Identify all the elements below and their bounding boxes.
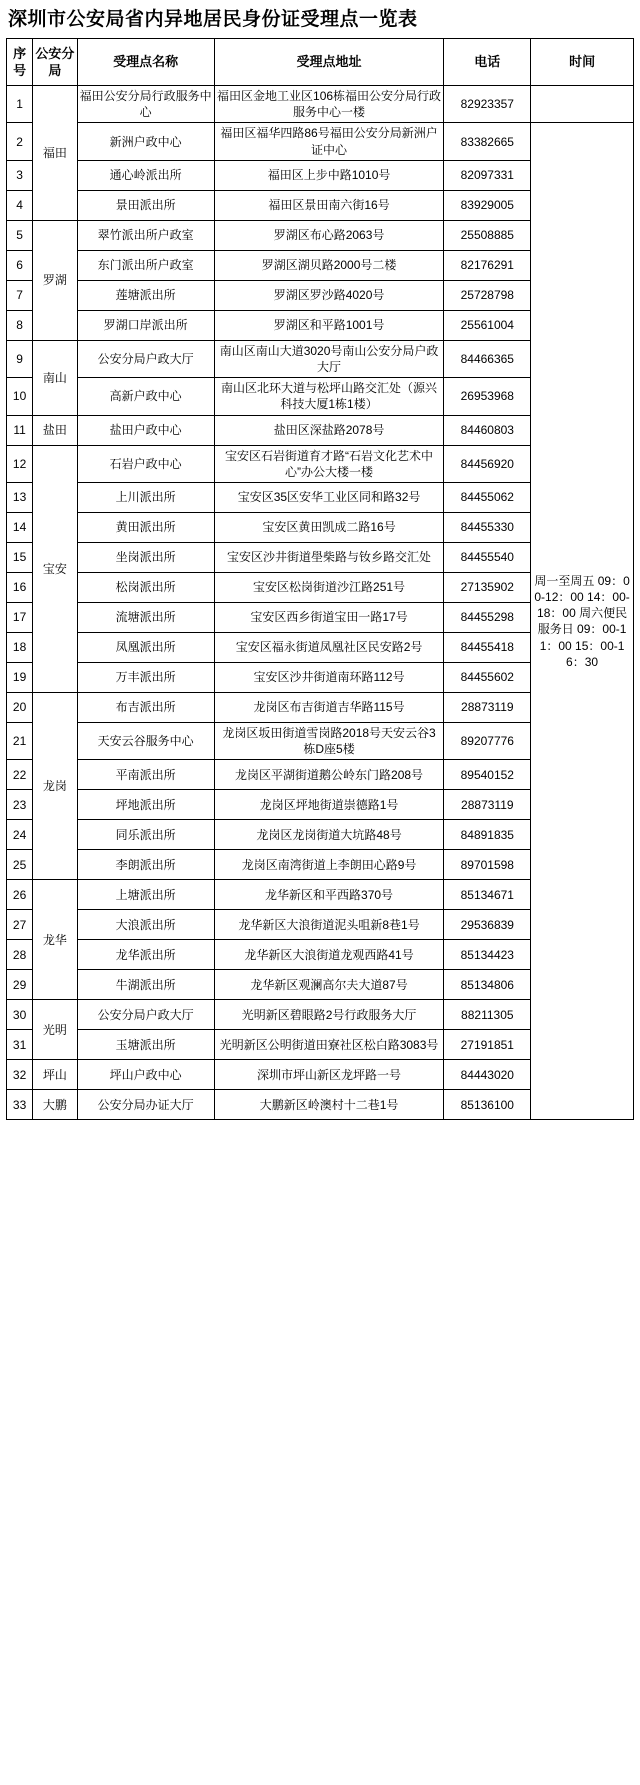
- cell-telephone: 89701598: [444, 850, 531, 880]
- cell-point-name: 同乐派出所: [77, 820, 214, 850]
- cell-address: 宝安区西乡街道宝田一路17号: [214, 602, 444, 632]
- page-title: 深圳市公安局省内异地居民身份证受理点一览表: [8, 9, 418, 30]
- cell-address: 光明新区碧眼路2号行政服务大厅: [214, 1000, 444, 1030]
- cell-point-name: 翠竹派出所户政室: [77, 220, 214, 250]
- cell-address: 福田区福华四路86号福田公安分局新洲户证中心: [214, 123, 444, 160]
- cell-time-blank: [531, 86, 634, 123]
- cell-telephone: 28873119: [444, 692, 531, 722]
- cell-address: 龙华新区大浪街道龙观西路41号: [214, 940, 444, 970]
- cell-index: 13: [7, 482, 33, 512]
- cell-index: 29: [7, 970, 33, 1000]
- cell-index: 16: [7, 572, 33, 602]
- cell-index: 3: [7, 160, 33, 190]
- cell-telephone: 84455062: [444, 482, 531, 512]
- cell-point-name: 福田公安分局行政服务中心: [77, 86, 214, 123]
- table-body: [7, 86, 634, 1120]
- cell-bureau: 大鹏: [33, 1090, 77, 1120]
- cell-address: 宝安区石岩街道育才路“石岩文化艺术中心”办公大楼一楼: [214, 445, 444, 482]
- cell-point-name: 凤凰派出所: [77, 632, 214, 662]
- cell-point-name: 松岗派出所: [77, 572, 214, 602]
- cell-address: 宝安区沙井街道壆柴路与钕乡路交汇处: [214, 542, 444, 572]
- cell-telephone: 82176291: [444, 250, 531, 280]
- cell-address: 宝安区沙井街道南环路112号: [214, 662, 444, 692]
- cell-point-name: 公安分局户政大厅: [77, 1000, 214, 1030]
- cell-telephone: 84466365: [444, 340, 531, 377]
- cell-telephone: 89207776: [444, 722, 531, 759]
- cell-point-name: 高新户政中心: [77, 378, 214, 415]
- cell-telephone: 88211305: [444, 1000, 531, 1030]
- cell-address: 福田区上步中路1010号: [214, 160, 444, 190]
- cell-address: 盐田区深盐路2078号: [214, 415, 444, 445]
- cell-index: 4: [7, 190, 33, 220]
- cell-index: 24: [7, 820, 33, 850]
- cell-index: 2: [7, 123, 33, 160]
- cell-point-name: 黄田派出所: [77, 512, 214, 542]
- cell-point-name: 牛湖派出所: [77, 970, 214, 1000]
- cell-telephone: 89540152: [444, 760, 531, 790]
- cell-bureau: 宝安: [33, 445, 77, 692]
- cell-point-name: 玉塘派出所: [77, 1030, 214, 1060]
- table-row: [7, 123, 634, 160]
- cell-address: 宝安区松岗街道沙江路251号: [214, 572, 444, 602]
- cell-index: 26: [7, 880, 33, 910]
- cell-bureau: 盐田: [33, 415, 77, 445]
- cell-point-name: 上塘派出所: [77, 880, 214, 910]
- cell-telephone: 84455602: [444, 662, 531, 692]
- cell-index: 18: [7, 632, 33, 662]
- cell-telephone: 27135902: [444, 572, 531, 602]
- cell-index: 8: [7, 310, 33, 340]
- cell-point-name: 坐岗派出所: [77, 542, 214, 572]
- cell-telephone: 85134671: [444, 880, 531, 910]
- cell-address: 龙岗区南湾街道上李朗田心路9号: [214, 850, 444, 880]
- cell-telephone: 26953968: [444, 378, 531, 415]
- cell-telephone: 83929005: [444, 190, 531, 220]
- cell-telephone: 25561004: [444, 310, 531, 340]
- cell-telephone: 84456920: [444, 445, 531, 482]
- cell-index: 10: [7, 378, 33, 415]
- cell-telephone: 25728798: [444, 280, 531, 310]
- cell-address: 宝安区福永街道凤凰社区民安路2号: [214, 632, 444, 662]
- header-tel: 电话: [444, 39, 531, 86]
- cell-index: 6: [7, 250, 33, 280]
- cell-telephone: 28873119: [444, 790, 531, 820]
- cell-index: 21: [7, 722, 33, 759]
- cell-index: 15: [7, 542, 33, 572]
- cell-point-name: 李朗派出所: [77, 850, 214, 880]
- cell-telephone: 84455418: [444, 632, 531, 662]
- cell-index: 25: [7, 850, 33, 880]
- cell-address: 光明新区公明街道田寮社区松白路3083号: [214, 1030, 444, 1060]
- cell-index: 14: [7, 512, 33, 542]
- cell-telephone: 84455540: [444, 542, 531, 572]
- cell-address: 龙岗区坪地街道崇德路1号: [214, 790, 444, 820]
- table-row: [7, 86, 634, 123]
- cell-bureau: 福田: [33, 86, 77, 221]
- cell-point-name: 公安分局办证大厅: [77, 1090, 214, 1120]
- cell-point-name: 景田派出所: [77, 190, 214, 220]
- cell-index: 27: [7, 910, 33, 940]
- cell-point-name: 莲塘派出所: [77, 280, 214, 310]
- cell-telephone: 84455298: [444, 602, 531, 632]
- cell-telephone: 84460803: [444, 415, 531, 445]
- cell-index: 20: [7, 692, 33, 722]
- cell-address: 深圳市坪山新区龙坪路一号: [214, 1060, 444, 1090]
- cell-address: 南山区南山大道3020号南山公安分局户政大厅: [214, 340, 444, 377]
- cell-address: 宝安区35区安华工业区同和路32号: [214, 482, 444, 512]
- cell-index: 9: [7, 340, 33, 377]
- cell-address: 罗湖区布心路2063号: [214, 220, 444, 250]
- cell-index: 19: [7, 662, 33, 692]
- cell-telephone: 84443020: [444, 1060, 531, 1090]
- cell-bureau: 南山: [33, 340, 77, 415]
- header-time: 时间: [531, 39, 634, 86]
- cell-address: 龙岗区龙岗街道大坑路48号: [214, 820, 444, 850]
- cell-index: 22: [7, 760, 33, 790]
- cell-point-name: 万丰派出所: [77, 662, 214, 692]
- cell-bureau: 光明: [33, 1000, 77, 1060]
- cell-address: 福田区金地工业区106栋福田公安分局行政服务中心一楼: [214, 86, 444, 123]
- cell-bureau: 坪山: [33, 1060, 77, 1090]
- table-header-row: [7, 39, 634, 86]
- cell-bureau: 罗湖: [33, 220, 77, 340]
- header-address: 受理点地址: [214, 39, 444, 86]
- cell-address: 龙岗区布吉街道吉华路115号: [214, 692, 444, 722]
- cell-address: 龙岗区坂田街道雪岗路2018号天安云谷3栋D座5楼: [214, 722, 444, 759]
- cell-telephone: 85136100: [444, 1090, 531, 1120]
- cell-telephone: 84455330: [444, 512, 531, 542]
- cell-index: 17: [7, 602, 33, 632]
- cell-telephone: 85134806: [444, 970, 531, 1000]
- cell-bureau: 龙华: [33, 880, 77, 1000]
- cell-address: 龙华新区和平西路370号: [214, 880, 444, 910]
- cell-address: 龙华新区观澜高尔夫大道87号: [214, 970, 444, 1000]
- cell-address: 大鹏新区岭澳村十二巷1号: [214, 1090, 444, 1120]
- cell-index: 5: [7, 220, 33, 250]
- cell-address: 南山区北环大道与松坪山路交汇处（源兴科技大厦1栋1楼）: [214, 378, 444, 415]
- cell-telephone: 82923357: [444, 86, 531, 123]
- cell-point-name: 龙华派出所: [77, 940, 214, 970]
- cell-address: 罗湖区湖贝路2000号二楼: [214, 250, 444, 280]
- cell-point-name: 布吉派出所: [77, 692, 214, 722]
- cell-point-name: 坪山户政中心: [77, 1060, 214, 1090]
- cell-address: 罗湖区和平路1001号: [214, 310, 444, 340]
- cell-point-name: 上川派出所: [77, 482, 214, 512]
- cell-point-name: 流塘派出所: [77, 602, 214, 632]
- cell-index: 33: [7, 1090, 33, 1120]
- cell-telephone: 25508885: [444, 220, 531, 250]
- cell-address: 龙岗区平湖街道鹅公岭东门路208号: [214, 760, 444, 790]
- cell-telephone: 29536839: [444, 910, 531, 940]
- cell-index: 11: [7, 415, 33, 445]
- cell-telephone: 84891835: [444, 820, 531, 850]
- cell-point-name: 天安云谷服务中心: [77, 722, 214, 759]
- cell-point-name: 东门派出所户政室: [77, 250, 214, 280]
- cell-index: 31: [7, 1030, 33, 1060]
- cell-point-name: 新洲户政中心: [77, 123, 214, 160]
- cell-telephone: 82097331: [444, 160, 531, 190]
- cell-point-name: 罗湖口岸派出所: [77, 310, 214, 340]
- cell-index: 30: [7, 1000, 33, 1030]
- cell-address: 宝安区黄田凯成二路16号: [214, 512, 444, 542]
- cell-point-name: 石岩户政中心: [77, 445, 214, 482]
- cell-point-name: 通心岭派出所: [77, 160, 214, 190]
- cell-index: 23: [7, 790, 33, 820]
- cell-point-name: 坪地派出所: [77, 790, 214, 820]
- cell-telephone: 27191851: [444, 1030, 531, 1060]
- cell-service-time: 周一至周五 09：00-12：00 14：00-18：00 周六便民服务日 09：00-11：00 15：00-16：30: [531, 123, 634, 1120]
- cell-telephone: 85134423: [444, 940, 531, 970]
- cell-point-name: 盐田户政中心: [77, 415, 214, 445]
- cell-address: 福田区景田南六街16号: [214, 190, 444, 220]
- header-bureau: 公安分局: [33, 39, 77, 86]
- cell-point-name: 平南派出所: [77, 760, 214, 790]
- cell-address: 龙华新区大浪街道泥头咀新8巷1号: [214, 910, 444, 940]
- header-index: 序号: [7, 39, 33, 86]
- cell-index: 28: [7, 940, 33, 970]
- cell-point-name: 公安分局户政大厅: [77, 340, 214, 377]
- cell-index: 32: [7, 1060, 33, 1090]
- cell-bureau: 龙岗: [33, 692, 77, 879]
- cell-index: 1: [7, 86, 33, 123]
- cell-point-name: 大浪派出所: [77, 910, 214, 940]
- acceptance-points-table: [6, 38, 634, 1120]
- header-name: 受理点名称: [77, 39, 214, 86]
- cell-address: 罗湖区罗沙路4020号: [214, 280, 444, 310]
- cell-index: 7: [7, 280, 33, 310]
- cell-telephone: 83382665: [444, 123, 531, 160]
- cell-index: 12: [7, 445, 33, 482]
